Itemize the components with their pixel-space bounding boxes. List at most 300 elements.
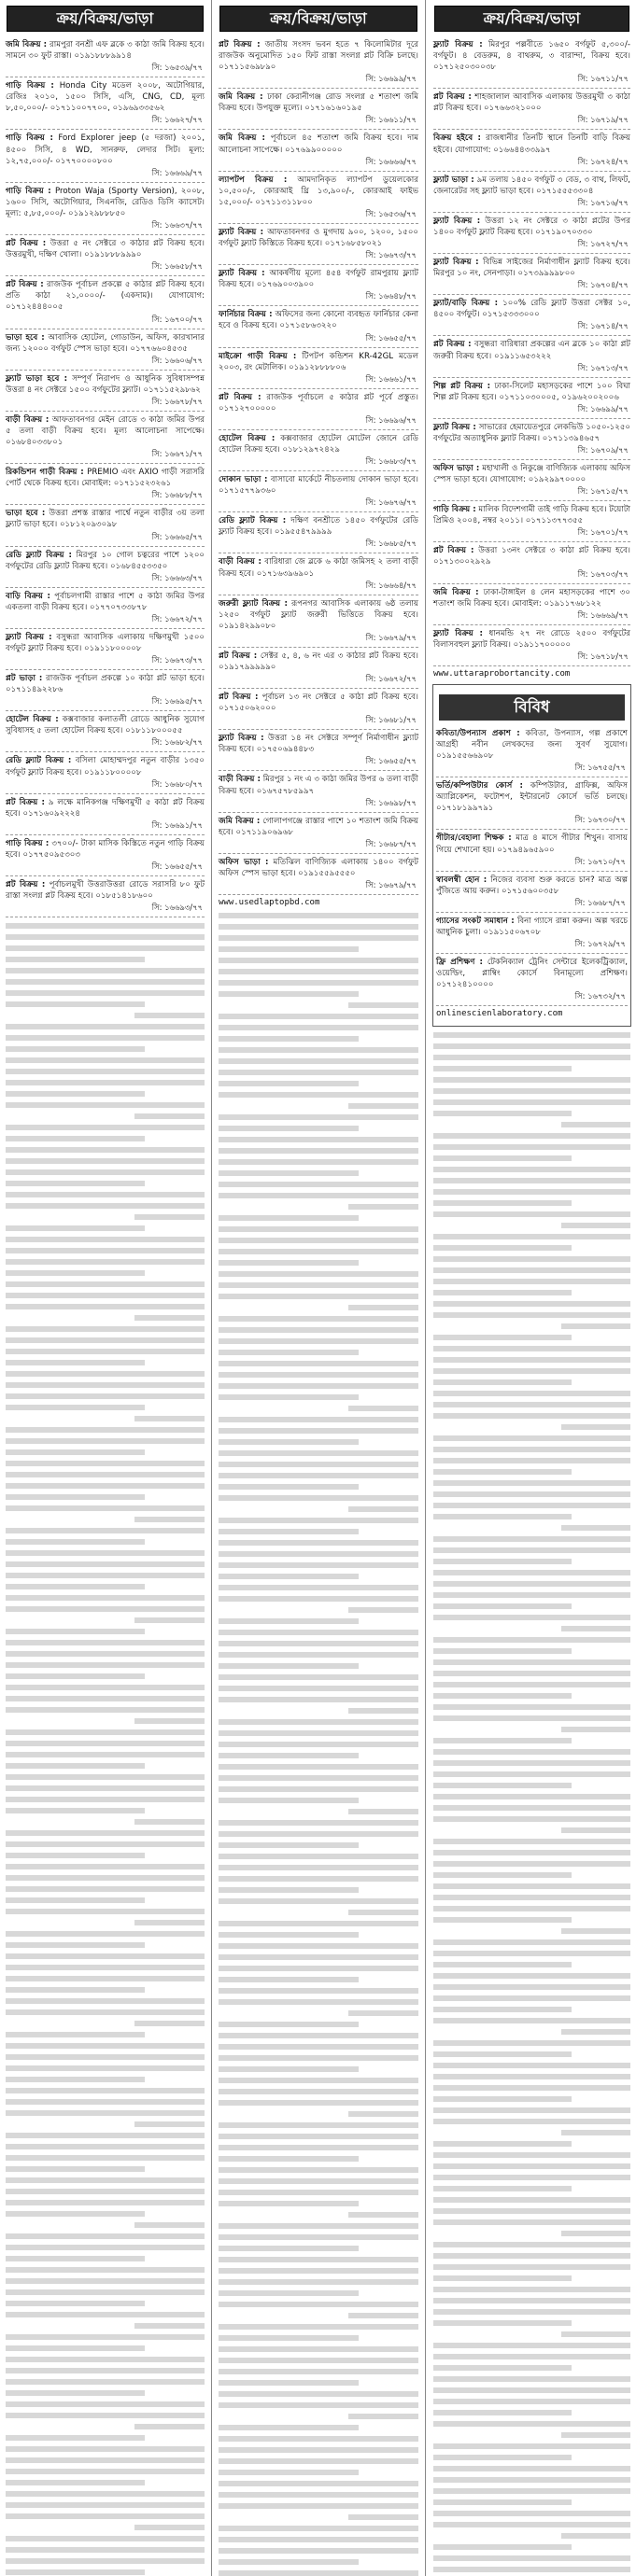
ad-body: মিরপুর ১ নং এ ৩ কাঠা জমির উপর ৬ তলা বাড়ী বিক্রয় হবে। ০১৬৭৫৭৮৫৯৯৭: [219, 775, 418, 796]
ad-code: সি: ১৬৬৬১/৭৭: [365, 373, 417, 384]
ad-list: [431, 39, 633, 666]
ad-title: প্লট বিক্রয় :: [219, 693, 259, 703]
classified-ad: [3, 39, 207, 62]
ad-separator: [219, 347, 418, 348]
ad-code: সি: ১৬৬৭২/৭৭: [365, 674, 417, 684]
ad-separator: [6, 587, 205, 588]
ad-body: আফতাবনগর মেইন রোডে ৩ কাঠা জমির উপর ৫ তলা বাড়ী বিক্রয় হবে। মূল্য আলোচনা সাপেক্ষে। ০১৬৮৪০৩৩৮০১: [6, 414, 205, 448]
ad-code: সি: ১৬৭১৫/৭৭: [577, 486, 629, 497]
ad-separator: [219, 470, 418, 471]
ad-body: ৩৭০০/- টাকা মাসিক কিস্তিতে নতুন গাড়ি বিক্রয় হবে। ০১৭৭৫০৯৫৩০৩: [6, 838, 205, 860]
classified-ad: [3, 797, 207, 819]
ad-title: রেডি ফ্ল্যাট বিক্রয় :: [6, 756, 72, 766]
ad-code: সি: ১৬৭২৯/৭৭: [574, 939, 626, 949]
ad-code: সি: ১৬৬৮৩/৭৭: [365, 456, 417, 467]
ad-title: বাড়ী বিক্রয় :: [6, 414, 49, 425]
ad-separator: [219, 894, 418, 895]
ad-separator: [436, 1005, 628, 1006]
ad-code: সি: ১৬৭৫৫/৭৭: [574, 763, 626, 773]
ad-body: ধানমন্ডি ২৭ নং রোডে ২৫০০ বর্গফুটের বিলাসবহুল ফ্ল্যাট বিক্রয়। ০১৯১১৭০০০০০: [433, 628, 631, 650]
ad-title: কবিতা/উপন্যাস প্রকাশ :: [436, 728, 520, 738]
ad-separator: [219, 264, 418, 265]
classified-ad: [3, 755, 207, 777]
ad-separator: [433, 171, 630, 172]
ad-separator: [6, 504, 205, 505]
ad-body: টেকনিক্যাল ট্রেনিং সেন্টারে ইলেকট্রিক্যাল, ওয়েল্ডিং, প্লাম্বিং কোর্সে বিনামূল্যে প্রশিক্ষণ। ০১৭১২৪১০০০০: [436, 958, 628, 990]
ad-body: উত্তরা ১২ নং সেক্টরে ৩ কাঠা প্লটের উপর ১৪০০ বর্গফুট ফ্ল্যাট বিক্রয় হবে। ০১৭১৯০৭০৩৩০: [433, 216, 630, 237]
ad-title: রেডি ফ্ল্যাট বিক্রয় :: [6, 550, 72, 560]
ad-body: মতিঝিল বাণিজ্যিক এলাকায় ১৪০০ বর্গফুট অফিস স্পেস ভাড়া হবে। ০১৯১৫৫৯৫৫৫০: [219, 857, 418, 878]
ad-title: বাড়ি বিক্রয় :: [6, 591, 50, 601]
ad-body: পূর্বাচলগামী রাস্তার পাশে ৫ কাঠা জমির উপর একতলা বাড়ী বিক্রয় হবে। ০১৭৭০৭৩৩৮৭৮: [6, 591, 205, 612]
ad-separator: [6, 710, 205, 711]
ad-body: রামপুরা বনশ্রী এফ ব্লকে ৩ কাঠা জমি বিক্রয় হবে। সামনে ৩০ ফুট রাস্তা। ০১৯১৮৮৮৯৯১৪: [6, 40, 205, 62]
classified-ad: [216, 857, 421, 879]
classified-ad: [216, 692, 421, 714]
classified-ad: [433, 875, 630, 897]
ad-separator: [219, 429, 418, 430]
ad-body: বসুন্ধরা আবাসিক এলাকায় দক্ষিণমুখী ১৫০০ বর্গফুট ফ্ল্যাট বিক্রয় হবে। ০১৯১১৮০০০০৮: [6, 632, 205, 653]
ad-title: জরুরী ফ্ল্যাট বিক্রয় :: [219, 598, 288, 609]
classified-ad: [216, 91, 421, 114]
misc-ad-list: [433, 728, 630, 1006]
classified-ad: [216, 227, 421, 249]
ad-separator: [6, 669, 205, 670]
classified-ad: [431, 545, 633, 567]
ad-separator: [6, 234, 205, 235]
website-link[interactable]: www.uttaraprobortancity.com: [433, 668, 571, 679]
ad-title: রিকন্ডিশন গাড়ী বিক্রয় :: [6, 468, 84, 478]
ad-body: বসুন্ধরা বারিধারা প্রকল্পের এন ব্লকে ১০ কাঠা প্লট জরুরী বিক্রয় হবে। ০১৯১১৬৫৩২২২: [433, 340, 630, 361]
ad-code: সি: ১৬৬৬৬/৭৭: [365, 156, 417, 166]
ad-code: সি: ১৬৭২৭/৭৭: [577, 239, 629, 249]
classified-ad: [216, 309, 421, 331]
ad-body: বারিধারা জে ব্লকে ৬ কাঠা জমিসহ ২ তলা বাড়ী বিক্রয় হবে। ০১৭১৬৩৯৬৯০১: [219, 557, 418, 579]
ad-title: ভাড়া হবে :: [6, 332, 45, 343]
ad-separator: [219, 223, 418, 224]
ad-title: রেডি ফ্ল্যাট বিক্রয় :: [219, 516, 287, 526]
ad-code: সি: ১৬৭৩০/৭৭: [574, 815, 626, 825]
ad-title: ভর্তি/কম্পিউটার কোর্স :: [436, 781, 523, 791]
ad-body: রাজধানীর তিনটি স্থানে তিনটি বাড়ি বিক্রয় হইবে। যোগাযোগ: ০১৬৬৪৪৩৩৯৯৭: [433, 133, 630, 155]
ad-code: সি: ১৬৬৮৭/৭৭: [365, 838, 417, 848]
classified-ad: [431, 298, 633, 320]
ad-title: গাড়ি বিক্রয় :: [6, 133, 53, 144]
ad-body: জাতীয় সংসদ ভবন হতে ৭ কিলোমিটার দূরে রাজউক অনুমোদিত ১৫০ ফিট রাস্তা সংলগ্ন প্লট বিক্রি চলছে। ০১৭১১৫৬৯৮৯০: [219, 40, 419, 73]
ad-title: গীটার/বেহালা শিক্ষক :: [436, 833, 512, 844]
column-header: ক্রয়/বিক্রয়/ভাড়া: [434, 6, 629, 32]
classified-ad: [216, 651, 421, 673]
ad-title: গাড়ি বিক্রয় :: [6, 186, 51, 196]
ad-code: সি: ১৬৬৭৬/৭৭: [365, 497, 417, 508]
classified-ad: [431, 91, 633, 114]
ad-separator: [6, 628, 205, 629]
classified-ad: [3, 673, 207, 695]
ad-body: কক্সবাজার কলাতলী রোডে আধুনিক সুযোগ সুবিধাসহ ৫ তলা হোটেল বিক্রয় হবে। ০১৮১১৮০০০৫৫: [6, 715, 205, 736]
ad-separator: [6, 751, 205, 752]
classified-ad: [3, 591, 207, 613]
ad-code: সি: ১৬৬৯৫/৭৭: [151, 696, 203, 707]
classified-ad: [216, 816, 421, 838]
ad-title: ফ্ল্যাট বিক্রয় :: [433, 628, 483, 638]
ad-title: প্লট বিক্রয় :: [219, 40, 261, 49]
ad-body: PREMIO এবং AXIO গাড়ী সরাসরি পোর্ট থেকে বিক্রয় হবে। মোবাইল: ০১৭১১৫২৩২৬১: [6, 468, 205, 489]
ad-title: ফ্ল্যাট ভাড়া হবে :: [6, 373, 68, 384]
ad-body: Honda City মডেল ২০০৮, অটোগিয়ার, রেজিঃ ২০১০, ১৫০০ সিসি, এসি, CNG, CD, মূল্য ৮,৫০,০০০/- ০১৭১১০০৭৭০০, ০১৯৬৯৩৩৫৬২: [6, 81, 205, 114]
ad-separator: [219, 729, 418, 730]
ad-body: ঢাকা-সিলেট মহাসড়কের পাশে ১০০ বিঘা শিল্প প্লট বিক্রয় হবে। ০১৭১১০৩০০০৫, ০১৯৬২০০২০০৬: [433, 381, 630, 402]
ad-code: সি: ১৬৬৬৯/৭৭: [577, 609, 629, 620]
ad-list: [216, 39, 421, 895]
ad-body: নিজের ব্যবসা শুরু করতে চান? মাত্র অল্প পুঁজিতে আয় করুন। ০১৭১৫৬০০৩৫৮: [436, 875, 628, 896]
classified-ad: [216, 598, 421, 632]
misc-section-header: বিবিধ: [439, 694, 625, 721]
ad-code: সি: ১৬৬৭৯/৭৭: [365, 880, 417, 890]
classified-ad: [3, 714, 207, 736]
ad-body: পূর্বাচলমুখী উত্তরাউত্তরা রোডে সরাসরি ৮০ ফুট রাস্তা সংলগ্ন প্লট বিক্রয় হবে। ০১৮৫১৪১৮৬০০: [6, 880, 205, 902]
website-link[interactable]: onlinescienlaboratory.com: [436, 1009, 563, 1019]
classified-ad: [433, 916, 630, 938]
ad-title: শিল্প প্লট বিক্রয় :: [433, 381, 491, 391]
ad-body: মিরপুর ১০ গোল চত্বরের পাশে ১২০০ বর্গফুটের রেডি ফ্ল্যাট বিক্রয় হবে। ০১৬৮৪৫৫৩৩৫০: [6, 550, 205, 571]
ad-title: প্লট বিক্রয় :: [433, 92, 472, 103]
ad-separator: [6, 834, 205, 835]
ad-separator: [6, 129, 205, 130]
ad-title: প্লট বিক্রয় :: [6, 880, 46, 890]
continuation-text: [219, 913, 418, 2576]
ad-title: গাড়ি বিক্রয় :: [6, 81, 54, 91]
ad-body: রাজউক পূর্বাচলে ৫ কাঠার প্লট পূর্বে প্রস্তুত। ০১৭১২৭০০০০০: [219, 392, 418, 413]
misc-section: [432, 684, 631, 1027]
classified-ad: [431, 381, 633, 403]
classified-ad: [431, 628, 633, 651]
classified-ad: [433, 957, 630, 990]
ad-title: ফ্ল্যাট বিক্রয় :: [433, 40, 483, 49]
classified-ad: [216, 351, 421, 373]
classified-ad: [433, 780, 630, 814]
ad-title: প্লট ভাড়া :: [6, 674, 43, 684]
classified-ad: [3, 838, 207, 861]
classified-ad: [431, 39, 633, 73]
ad-title: জমি বিক্রয় :: [219, 92, 263, 103]
classified-ad: [431, 257, 633, 279]
ad-code: সি: ১৬৬২৭/৭৭: [151, 115, 203, 125]
classified-ad: [433, 833, 630, 855]
ad-title: প্লট বিক্রয় :: [6, 797, 45, 807]
ad-code: সি: ১৬৬৬৩/৭৭: [151, 572, 203, 582]
ad-title: জমি বিক্রয় :: [219, 133, 265, 144]
ad-title: প্লট বিক্রয় :: [6, 239, 47, 249]
column-header: ক্রয়/বিক্রয়/ভাড়া: [7, 6, 204, 32]
ad-separator: [6, 546, 205, 547]
ad-title: বাড়ী বিক্রয় :: [219, 775, 261, 785]
classified-ad: [3, 373, 207, 396]
ad-title: ভাড়া হবে :: [6, 509, 46, 519]
ad-title: অফিস ভাড়া :: [433, 463, 480, 473]
classified-ad: [431, 587, 633, 609]
ad-separator: [436, 912, 628, 913]
ad-title: বিক্রয় হইবে :: [433, 133, 481, 144]
ad-body: রূপনগর আবাসিক এলাকায় ৬ষ্ঠ তলায় ১২৫০ বর্গফুট ফ্ল্যাট জরুরী ভিত্তিতে বিক্রয় হবে। ০১৯১৪২৯৯০৮০: [219, 598, 419, 631]
classified-ad: [3, 467, 207, 489]
ad-code: সি: ১৬৬৯৬/৭৭: [365, 414, 417, 425]
ad-title: স্বাবলম্বী হোন :: [436, 875, 488, 885]
classified-ad: [431, 463, 633, 485]
ad-separator: [6, 411, 205, 412]
ad-body: কবিতা, উপন্যাস, গল্প প্রকাশে আগ্রহী নবীন লেখকদের জন্য সুবর্ণ সুযোগ। ০১৯১৫৫৬৬৯০৮: [436, 728, 628, 762]
ad-separator: [433, 665, 630, 666]
ad-code: সি: ১৬৭১৪/৭৭: [577, 321, 629, 331]
ad-body: সম্পূর্ণ নিরাপদ ও আধুনিক সুবিধাসম্পন্ন উত্তরা ৪ নং সেক্টরে ১৫০০ বর্গফুটের ফ্ল্যাট। ০১৭১১৫২৯৮৬২: [6, 373, 205, 395]
ad-body: মাত্র ৪ মাসে গীটার শিখুন। বাসায় গিয়ে শেখানো হয়। ০১৭৯৪৯৬৫৯০০: [436, 833, 628, 855]
ad-title: ল্যাপটপ বিক্রয় :: [219, 175, 288, 185]
ad-code: সি: ১৬৬৯৯/৭৭: [577, 403, 629, 413]
classified-ad: [216, 392, 421, 414]
ad-code: সি: ১৬৬৪৮/৭৭: [365, 291, 417, 301]
ad-separator: [433, 88, 630, 89]
ad-separator: [433, 129, 630, 130]
classified-column-1: [3, 0, 207, 2576]
classified-ad: [431, 422, 633, 444]
classified-ad: [3, 279, 207, 313]
ad-body: শাহজালাল আবাসিক এলাকায় উত্তরমুখী ৩ কাঠা প্লট বিক্রয় হবে। ০১৭৬৬৩২১০০০: [433, 92, 630, 114]
ad-separator: [6, 793, 205, 794]
ad-title: বাড়ী বিক্রয় :: [219, 557, 261, 567]
ad-body: সাভারের হেমায়েতপুরে লেকভিউ ১০৫০-১২৫০ বর্গফুটের অত্যাধুনিক ফ্ল্যাট বিক্রয়। ০১৭১১৩৯৪৬৫৭: [433, 422, 631, 443]
ad-body: দক্ষিণ বনশ্রীতে ১৪৫০ বর্গফুটের রেডি ফ্ল্যাট বিক্রয় হবে। ০১৯৫৫৪৭৯৯৯৯: [219, 516, 418, 538]
ad-body: কক্সবাজার হোটেল মোটেল জোনে রেডি হোটেল বিক্রয় হবে। ০১৮১২৯৭২৪২৯: [219, 433, 418, 455]
ad-separator: [219, 853, 418, 854]
ad-code: সি: ১৬৬৭৩/৭৭: [365, 250, 417, 260]
ad-separator: [219, 688, 418, 689]
column-header: ক্রয়/বিক্রয়/ভাড়া: [219, 6, 417, 32]
ad-body: উত্তরা ১৪ নং সেক্টরে সম্পূর্ণ নির্মাণাধীন ফ্ল্যাট বিক্রয় হবে। ০১৭৫০৬৯৪৪৮৩: [219, 734, 418, 755]
ad-code: সি: ১৬৫৩৯/৭৭: [151, 63, 203, 73]
ad-body: উত্তরা ১৩নং সেক্টরে ৩ কাঠা প্লট বিক্রয় হবে। ০১৭১৩০০২৯২৯: [433, 546, 630, 567]
ad-code: সি: ১৬৬৯১/৭৭: [151, 819, 203, 830]
ad-body: Proton Waja (Sporty Version), ২০০৮, ১৬০০ সিসি, অটোগিয়ার, সিএনজি, রেডিও ডিসি ক্যাসেট। মূল্য: ৫,৮৫,০০০/- ০১৯১২৯৮৮৮৫০: [6, 186, 205, 218]
classified-ad: [3, 80, 207, 114]
ad-separator: [433, 500, 630, 501]
ad-title: ফ্ল্যাট বিক্রয় :: [433, 422, 476, 432]
classified-ad: [3, 879, 207, 902]
ad-body: সেক্টর ৫, ৪, ৬ নং এর ৩ কাঠার প্লট বিক্রয় হবে। ০১৯১৭৯৯৯৯৯০: [219, 651, 418, 672]
classified-ad: [3, 508, 207, 530]
ad-body: আফতাবনগর ও মুগদায় ৯০০, ১২০০, ১৫০০ বর্গফুট ফ্ল্যাট কিস্তিতে বিক্রয় হবে। ০১৭১৬৮৫৮০২১: [219, 227, 419, 249]
ad-code: সি: ১৬৬৬৯/৭৭: [151, 167, 203, 177]
ad-separator: [433, 335, 630, 336]
classified-column-3: [431, 0, 633, 2576]
classified-ad: [216, 433, 421, 455]
classified-ad: [216, 268, 421, 290]
ad-body: ৯ লক্ষে মানিকগঞ্জ দক্ষিণমুখী ৫ কাঠা প্লট বিক্রয় হবে। ০১৭১৬০৯২২২৪: [6, 797, 205, 819]
continuation-text: [433, 1032, 630, 2576]
ad-body: Ford Explorer jeep (৫ দরজা) ২০০১, ৪৫০০ সিসি, ৪ WD, সানরুফ, লেদার সিট। মূল্য: ১২,৭৫,০০০/- ০১৭৭০০০০৮০০: [6, 133, 205, 166]
ad-code: সি: ১৬৬৮৮/৭৭: [151, 490, 203, 500]
classified-ad: [216, 733, 421, 755]
ad-body: রাজউক পূর্বাচল প্রকল্পে ৫ কাঠার প্লট বিক্রয় হবে। প্রতি কাঠা ২১,০০০০/- (একদাম)। যোগাযোগ: ০১৭১২৪৪৪০০৫: [6, 280, 205, 313]
ad-body: আবাসিক হোটেল, গোডাউন, অফিস, কারখানার জন্য ১২০০০ বর্গফুট স্পেস ভাড়া হবে। ০১৭৭৬৬০৪৫৩৫: [6, 332, 205, 354]
ad-body: অফিসের জন্য কোনো ব্যবহৃত ফার্নিচার কেনা হবে ও বিক্রয় হবে। ০১৭১৫৮৬৩২২০: [219, 310, 419, 331]
continuation-text: [6, 923, 205, 2576]
ad-separator: [219, 129, 418, 130]
ad-code: সি: ১৬৭২৪/৭৭: [577, 156, 629, 166]
ad-separator: [6, 875, 205, 876]
ad-code: সি: ১৬৬৭২/৭৭: [151, 613, 203, 623]
ad-code: সি: ১৬৬৯৮/৭৭: [365, 797, 417, 807]
classified-ad: [431, 175, 633, 197]
ad-separator: [433, 253, 630, 254]
ad-separator: [219, 647, 418, 648]
ad-separator: [436, 829, 628, 830]
column-divider-1: [211, 0, 212, 2576]
ad-body: ৯ম তলায় ১৪৫০ বর্গফুট ৩ বেড, ৩ বাথ, লিফট, জেনারেটর সহ ফ্ল্যাট ভাড়া হবে। ০১৭১৫৫৫৩৩০৪: [433, 175, 631, 196]
ad-body: টিপটপ কন্ডিশন KR-42GL মডেল ২০০৩, রং মেটালিক। ০১৯১২৮৮৮৮০৬: [219, 351, 418, 372]
ad-title: মাইক্রো গাড়ী বিক্রয় :: [219, 351, 297, 361]
classified-ad: [216, 175, 421, 208]
ad-title: ফ্ল্যাট বিক্রয় :: [219, 227, 264, 237]
ad-separator: [433, 624, 630, 625]
classified-ad: [3, 414, 207, 448]
classified-ad: [3, 186, 207, 219]
classified-ad: [3, 238, 207, 260]
classified-ad: [3, 632, 207, 654]
ad-separator: [433, 459, 630, 460]
classified-ad: [216, 556, 421, 579]
ad-code: সি: ১৬৬৮৭/৭৭: [574, 897, 626, 907]
ad-code: সি: ১৬৭১৯/৭৭: [577, 115, 629, 125]
ad-title: হোটেল বিক্রয় :: [219, 433, 276, 443]
ad-title: হোটেল বিক্রয় :: [6, 715, 59, 725]
ad-code: সি: ১৬৬৩৭/৭৭: [151, 220, 203, 231]
ad-code: সি: ১৬৬৬৪/৭৭: [365, 580, 417, 590]
classified-column-2: [216, 0, 421, 2576]
classified-ad: [431, 133, 633, 155]
ad-title: জমি বিক্রয় :: [433, 587, 479, 597]
ad-title: গাড়ি বিক্রয় :: [6, 838, 49, 848]
ad-separator: [219, 305, 418, 306]
ad-title: প্লট বিক্রয় :: [433, 340, 472, 350]
ad-separator: [219, 511, 418, 512]
ad-title: জমি বিক্রয় :: [219, 816, 261, 826]
ad-separator: [433, 541, 630, 542]
ad-code: সি: ১৬৭০০/৭৭: [151, 314, 203, 324]
ad-separator: [433, 212, 630, 213]
ad-body: বাসাবো মার্কেটে নীচতলায় দোকান ভাড়া হবে। ০১৭১৫৭৭৯৩৬০: [219, 475, 418, 497]
ad-title: দোকান ভাড়া :: [219, 475, 268, 485]
ad-body: বিনা গ্যাসে রান্না করুন। অল্প খরচে আধুনিক চুলা। ০১৯১১৫০৬৭০৮: [436, 916, 628, 937]
ad-code: সি: ১৬৭১৩/৭৭: [577, 362, 629, 372]
ad-code: সি: ১৬৭১১/৭৭: [577, 74, 629, 84]
ad-body: মহাখালী ও নিকুঞ্জে বাণিজ্যিক এলাকায় অফিস স্পেস ভাড়া হবে। যোগাযোগ: ০১৯২৯৯৭০০০০: [433, 463, 630, 485]
ad-title: ফ্ল্যাট বিক্রয় :: [433, 258, 479, 268]
ad-title: জমি বিক্রয় :: [6, 40, 48, 49]
ad-code: সি: ১৬৬৫৮/৭৭: [151, 261, 203, 272]
ad-separator: [219, 770, 418, 771]
ad-body: মালিক বিদেশগামী তাই গাড়ি বিক্রয় হবে। টয়োটা প্রিমিও ২০০৪, নম্বর ২০১১। ০১৭১১৩৭৭৩৫৫: [433, 505, 630, 526]
ad-body: গোলাপগঞ্জে রাস্তার পাশে ১০ শতাংশ জমি বিক্রয় হবে। ০১৭১১৯০৬৯৬৮: [219, 816, 418, 837]
ad-title: ফ্ল্যাট বিক্রয় :: [6, 632, 52, 642]
ad-code: সি: ১৬৭১৬/৭৭: [577, 197, 629, 207]
ad-code: সি: ১৬৭০৪/৭৭: [577, 280, 629, 290]
ad-title: প্লট বিক্রয় :: [6, 280, 44, 290]
ad-separator: [436, 953, 628, 954]
ad-separator: [219, 171, 418, 172]
ad-body: রাজউক পূর্বাচল প্রকল্পে ১০ কাঠা প্লট ভাড়া হবে। ০১৭১১৪৯২২৮৬: [6, 674, 205, 695]
ad-title: অফিস ভাড়া :: [219, 857, 269, 867]
ad-body: কম্পিউটার, গ্রাফিক্স, অফিস অ্যাপ্লিকেশন, ফটোশপ, ইন্টারনেট কোর্সে ভর্তি চলছে। ০১৭১৮১৯৯৭৯১: [436, 781, 629, 814]
ad-separator: [433, 294, 630, 295]
classified-ad: [3, 550, 207, 572]
classified-ad: [216, 39, 421, 73]
ad-list: [3, 39, 207, 917]
ad-code: সি: ১৬৬৮১/৭৭: [365, 715, 417, 725]
classified-ad: [216, 133, 421, 155]
ad-body: পূর্বাচলে ৪৫ শতাংশ জমি বিক্রয় হবে। দাম আলোচনা সাপেক্ষে। ০১৭৬৯৯০০০০০: [219, 133, 419, 155]
ad-code: সি: ১৬৬৮২/৭৭: [151, 737, 203, 748]
ad-body: পূর্বাচল ১৩ নং সেক্টরে ৫ কাঠা প্লট বিক্রয় হবে। ০১৭১৫০৬২০০০: [219, 693, 419, 714]
ad-code: সি: ১৬৬৭৮/৭৭: [151, 396, 203, 406]
classified-ad: [431, 504, 633, 526]
ad-body: ১০০% রেডি ফ্ল্যাট উত্তরা সেক্টর ১০, ৪৫০০ বর্গফুট। ০১৭১৫৩৩৩০০০: [433, 299, 630, 320]
ad-code: সি: ১৬৫৩৬/৭৭: [365, 208, 417, 218]
ad-separator: [433, 377, 630, 378]
ad-code: সি: ১৬৬৯৩/৭৭: [151, 903, 203, 913]
ad-code: সি: ১৬৬০৬/৭৭: [151, 355, 203, 365]
classified-ad: [216, 474, 421, 497]
ad-code: সি: ১৬৬৮৫/৭৭: [365, 539, 417, 549]
ad-code: সি: ১৬৬৯৯/৭৭: [365, 74, 417, 84]
classified-ad: [216, 515, 421, 538]
ad-code: সি: ১৬৬৭১/৭৭: [151, 449, 203, 459]
ad-code: সি: ১৬৭০৯/৭৭: [577, 444, 629, 455]
ad-separator: [6, 370, 205, 371]
ad-separator: [6, 463, 205, 464]
ad-separator: [219, 812, 418, 813]
classified-ad: [431, 216, 633, 238]
ad-title: গাড়ি বিক্রয় :: [433, 505, 476, 515]
website-link[interactable]: www.usedlaptopbd.com: [219, 898, 320, 908]
classified-ad: [216, 774, 421, 796]
ad-title: ফ্ল্যাট বিক্রয় :: [433, 216, 481, 226]
ad-code: সি: ১৬৬৫৫/৭৭: [365, 332, 417, 343]
ad-code: সি: ১৬৬৫৫/৭৭: [151, 861, 203, 872]
ad-body: ঢাকা কেরানীগঞ্জ রোড সংলগ্ন ৫ শতাংশ জমি বিক্রয় হবে। উপযুক্ত মূল্যে। ০১৭১৬১৬০১৯৫: [219, 92, 418, 114]
ad-code: সি: ১৬৬৭৯/৭৭: [365, 632, 417, 642]
column-divider-2: [425, 0, 426, 2576]
ad-body: আকর্ষণীয় মূল্যে ৪৫৪ বর্গফুট রামপুরায় ফ্ল্যাট বিক্রয় হবে। ০১৭৬৯০০৩৯০০: [219, 269, 418, 290]
ad-code: সি: ১৬৭০৩/৭৭: [577, 568, 629, 579]
ad-separator: [6, 182, 205, 183]
ad-code: সি: ১৬৬৬৫/৭৭: [151, 531, 203, 541]
ad-body: বসিলা মোহাম্মদপুর নতুন বাড়ীর ১৩৫০ বর্গফুট ফ্ল্যাট বিক্রয় হবে। ০১৯১১৮০০০০৮: [6, 756, 205, 777]
ad-title: ফ্ল্যাট/বাড়ি বিক্রয় :: [433, 299, 499, 309]
classified-ad: [3, 332, 207, 355]
ad-separator: [219, 88, 418, 89]
ad-code: সি: ১৬৭১০/৭৭: [574, 856, 626, 866]
classified-ad: [3, 133, 207, 166]
ad-title: প্লট বিক্রয় :: [433, 546, 474, 556]
ad-title: ফ্ল্যাট বিক্রয় :: [219, 269, 265, 279]
ad-separator: [433, 418, 630, 419]
ad-separator: [6, 275, 205, 276]
ad-title: ফ্ল্যাট বিক্রয় :: [219, 734, 264, 744]
ad-separator: [436, 871, 628, 872]
ad-code: সি: ১৬৬৭৩/৭৭: [151, 655, 203, 665]
ad-code: সি: ১৬৭৩২/৭৭: [574, 991, 626, 1001]
ad-title: ফ্ল্যাট ভাড়া :: [433, 175, 474, 185]
ad-separator: [219, 388, 418, 389]
